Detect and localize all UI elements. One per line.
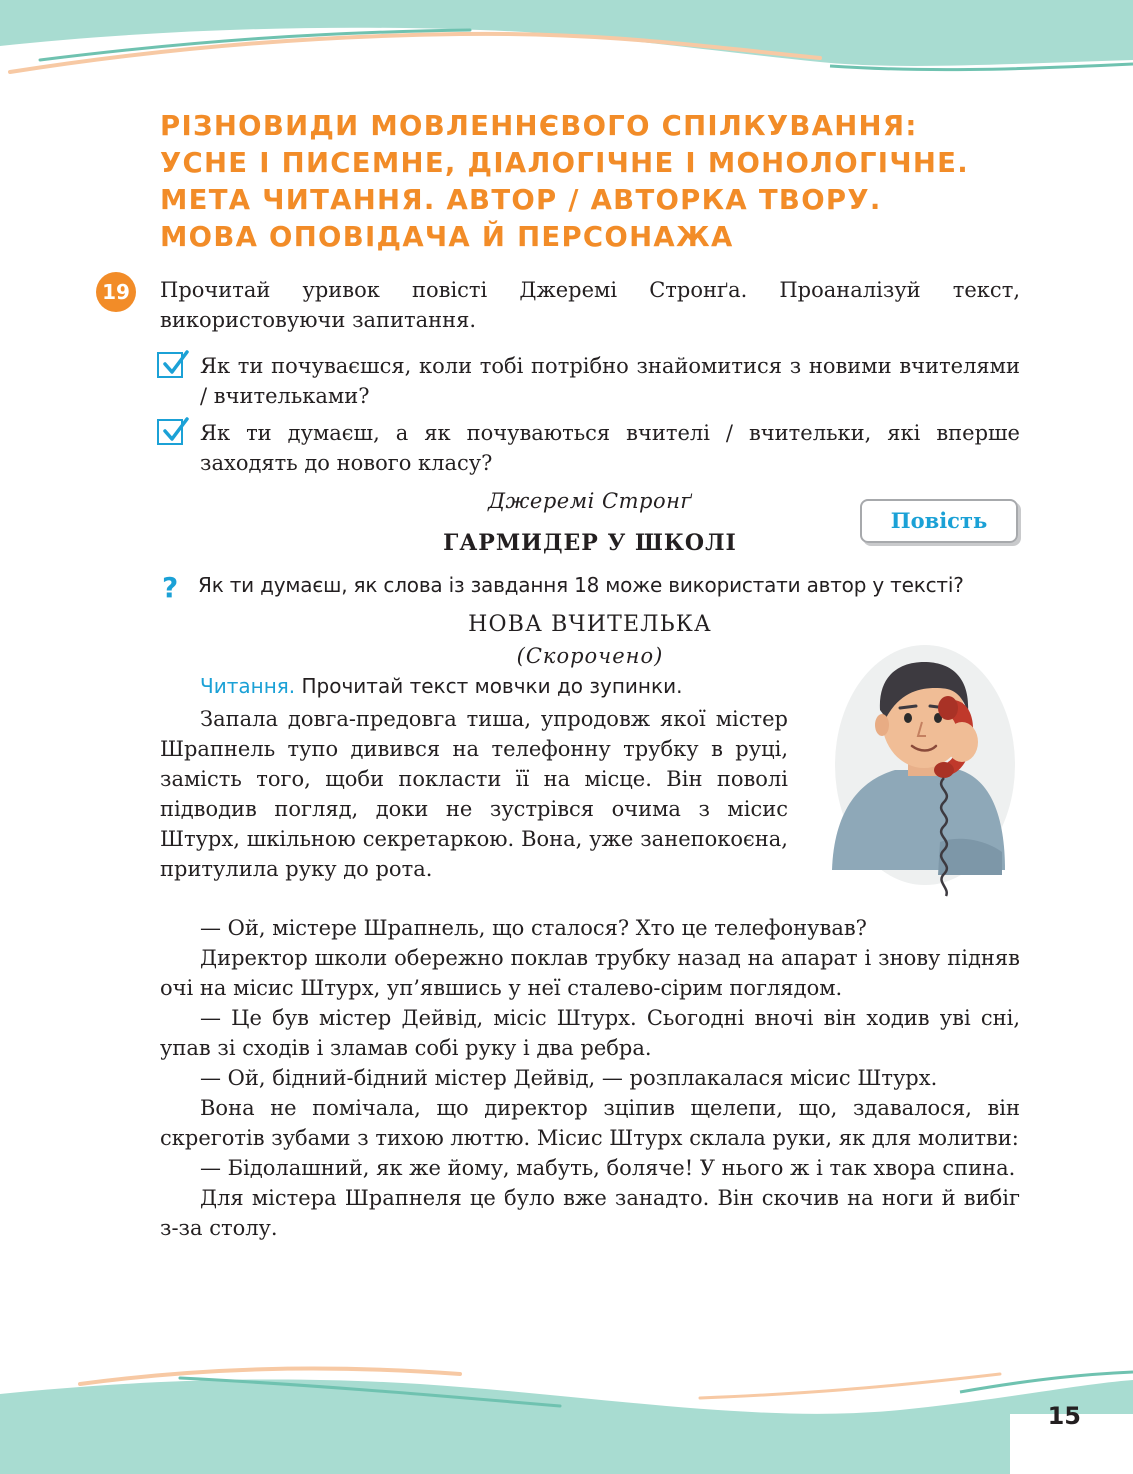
question-mark-icon: ? [162,571,179,604]
checkbox-icon [157,419,183,445]
story-paragraph-2: — Ой, містере Шрапнель, що сталося? Хто це телефонував? [200,916,867,940]
story-paragraph-7: — Бідолашний, як же йому, мабуть, боляче! У нього ж і так хвора спина. [200,1156,1016,1180]
author-name: Джеремі Стронґ [487,489,693,513]
question-1: Як ти почуваєшся, коли тобі потрібно знайомитися з новими вчителями / вчительками? [200,354,1020,408]
heading-line-2: УСНЕ І ПИСЕМНЕ, ДІАЛОГІЧНЕ І МОНОЛОГІЧНЕ. [160,147,970,179]
heading-line-1: РІЗНОВИДИ МОВЛЕННЄВОГО СПІЛКУВАННЯ: [160,110,918,142]
heading-line-3: МЕТА ЧИТАННЯ. АВТОР / АВТОРКА ТВОРУ. [160,184,882,216]
work-title: ГАРМИДЕР У ШКОЛІ [443,530,737,556]
genre-label: Повість [860,499,1018,543]
pre-reading-question: Як ти думаєш, як слова із завдання 18 може використати автор у тексті? [198,573,964,597]
reading-label: Читання. [200,674,296,698]
reading-text: Прочитай текст мовчки до зупинки. [301,674,683,698]
story-paragraph-3: Директор школи обережно поклав трубку назад на апарат і знову підняв очі на місис Штурх, уп’явшись у неї сталево-сірим поглядом. [160,946,1020,1000]
bottom-wave-decoration [0,1354,1133,1474]
story-paragraph-6: Вона не помічала, що директор зціпив щелепи, що, здавалося, він скреготів зубами з тихою люттю. Місис Штурх склала руки, як для молитви: [160,1096,1020,1150]
chapter-note: (Скорочено) [516,644,664,668]
page-number: 15 [1047,1402,1081,1430]
story-column-wide [160,913,1020,1243]
heading-line-4: МОВА ОПОВІДАЧА Й ПЕРСОНАЖА [160,221,734,253]
story-paragraph-5: — Ой, бідний-бідний містер Дейвід, — розплакалася місис Штурх. [200,1066,938,1090]
phone-man-illustration [820,630,1030,910]
task-text: Прочитай уривок повісті Джеремі Стронґа. Проаналізуй текст, використовуючи запитання. [160,278,1020,332]
checkbox-icon [157,352,183,378]
reading-instruction [200,674,800,698]
question-2: Як ти думаєш, а як почуваються вчителі / вчительки, які вперше заходять до нового класу? [200,421,1020,475]
task-number-badge: 19 [96,272,136,312]
chapter-title: НОВА ВЧИТЕЛЬКА [468,612,712,637]
lesson-heading [160,108,1060,256]
story-paragraph-4: — Це був містер Дейвід, місіс Штурх. Сьогодні вночі він ходив уві сні, упав зі сходів і зламав собі руку і два ребра. [160,1006,1020,1060]
story-column-narrow [160,704,788,884]
story-paragraph-8: Для містера Шрапнеля це було вже занадто. Він скочив на ноги й вибіг з-за столу. [160,1186,1020,1240]
story-paragraph-1: Запала довга-предовга тиша, упродовж якої містер Шрапнель тупо дивився на телефонну трубку в руці, замість того, щоби покласти її на місце. Він поволі підводив погляд, доки не зустрівся очима з місис Штурх, шкільною секретаркою. Вона, уже занепокоєна, притулила руку до рота. [160,707,788,881]
top-wave-decoration [0,0,1133,80]
